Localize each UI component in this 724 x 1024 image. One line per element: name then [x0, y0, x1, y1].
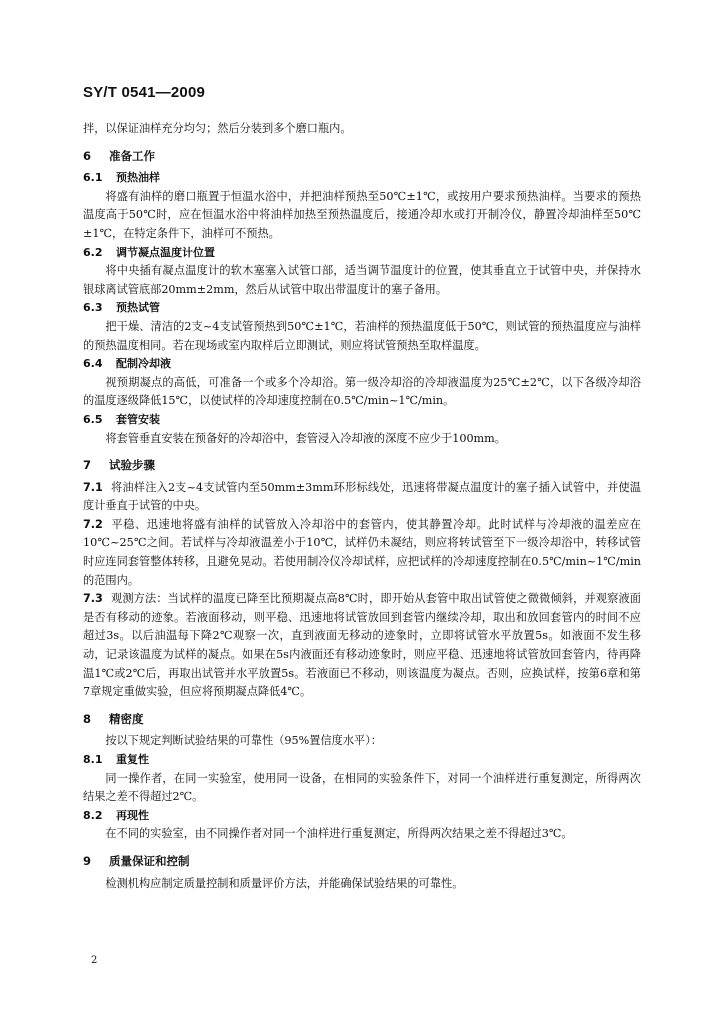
page-number: 2 [91, 955, 98, 966]
section-6-heading: 6 准备工作 [83, 148, 155, 163]
clause-6-2-heading: 6.2 调节凝点温度计位置 [83, 245, 215, 259]
section-8-text: 按以下规定判断试验结果的可靠性（95%置信度水平）： [105, 734, 382, 748]
clause-7-2 [83, 516, 641, 590]
clause-7-1-number: 7.1 [83, 480, 103, 494]
clause-7-3-text: 观测方法：当试样的温度已降至比预期凝点高8℃时，即开始从套管中取出试管使之微微倾斜，并观察液面是否有移动的迹象。若液面移动，则平稳、迅速地将试管放回到套管内继续冷却，取出和放回套管内的时间不应超过3s。以后油温每下降2℃观察一次，直到液面无移动的迹象时，立即将试管水平放置5s。如液面不发生移动，记录该温度为试样的凝点。如果在5s内液面还有移动迹象时，则应平稳、迅速地将试管放回套管内，待再降温1℃或2℃后，再取出试管并水平放置5s。若液面已不移动，则该温度为凝点。否则，应换试样，按第6章和第7章规定重做实验，但应将预期凝点降低4℃。 [83, 592, 641, 699]
clause-6-5-heading: 6.5 套管安装 [83, 412, 160, 426]
clause-7-1 [83, 479, 641, 516]
clause-6-1-text: 将盛有油样的磨口瓶置于恒温水浴中，并把油样预热至50℃±1℃，或按用户要求预热油样。当要求的预热温度高于50℃时，应在恒温水浴中将油样加热至预热温度后，接通冷却水或打开制冷仪，静置冷却油样至50℃±1℃，在特定条件下，油样可不预热。 [83, 189, 641, 240]
clause-6-3-heading: 6.3 预热试管 [83, 301, 160, 315]
clause-8-1-text: 同一操作者，在同一实验室，使用同一设备，在相同的实验条件下，对同一个油样进行重复测定，所得两次结果之差不得超过2℃。 [83, 771, 641, 804]
section-9-text: 检测机构应制定质量控制和质量评价方法，并能确保试验结果的可靠性。 [105, 876, 464, 890]
clause-7-2-number: 7.2 [83, 517, 103, 531]
clause-6-4-heading: 6.4 配制冷却液 [83, 357, 171, 371]
clause-6-4-text: 视预期凝点的高低，可准备一个或多个冷却浴。第一级冷却浴的冷却液温度为25℃±2℃，以下各级冷却浴的温度逐级降低15℃，以使试样的冷却速度控制在0.5℃/min~1℃/min。 [83, 375, 641, 408]
section-7-heading: 7 试验步骤 [83, 458, 155, 473]
clause-6-2-text: 将中央插有凝点温度计的软木塞塞入试管口部，适当调节温度计的位置，使其垂直立于试管中央，并保持水银球离试管底部20mm±2mm，然后从试管中取出带温度计的塞子备用。 [83, 264, 641, 296]
section-9-heading: 9 质量保证和控制 [83, 853, 190, 868]
clause-7-2-text: 平稳、迅速地将盛有油样的试管放入冷却浴中的套管内，使其静置冷却。此时试样与冷却液的温差应在10℃~25℃之间。若试样与冷却液温差小于10℃，试样仍未凝结，则应将转试管至下一级冷却浴中，转移试管时应连同套管整体转移，且避免晃动。若使用制冷仪冷却试样，应把试样的冷却速度控制在0.5℃/min~1℃/min的范围内。 [83, 517, 641, 587]
standard-code: SY/T 0541—2009 [83, 84, 206, 101]
section-8-heading: 8 精密度 [83, 711, 144, 726]
clause-7-3-number: 7.3 [83, 592, 103, 606]
clause-8-2-text: 在不同的实验室，由不同操作者对同一个油样进行重复测定，所得两次结果之差不得超过3℃。 [105, 827, 573, 841]
continued-paragraph: 拌，以保证油样充分均匀；然后分装到多个磨口瓶内。 [83, 122, 352, 135]
clause-6-3-text: 把干燥、清洁的2支~4支试管预热到50℃±1℃，若油样的预热温度低于50℃，则试管的预热温度应与油样的预热温度相同。若在现场或室内取样后立即测试，则应将试管预热至取样温度。 [83, 319, 641, 352]
clause-8-2-heading: 8.2 再现性 [83, 808, 149, 822]
clause-6-1-heading: 6.1 预热油样 [83, 171, 160, 185]
clause-7-1-text: 将油样注入2支~4支试管内至50mm±3mm环形标线处，迅速将带凝点温度计的塞子插入试管中，并使温度计垂直于试管的中央。 [83, 480, 641, 513]
clause-8-1-heading: 8.1 重复性 [83, 753, 149, 766]
clause-6-5-text: 将套管垂直安装在预备好的冷却浴中，套管浸入冷却液的深度不应少于100mm。 [105, 431, 506, 445]
clause-7-3 [83, 590, 641, 702]
document-body [83, 120, 641, 893]
